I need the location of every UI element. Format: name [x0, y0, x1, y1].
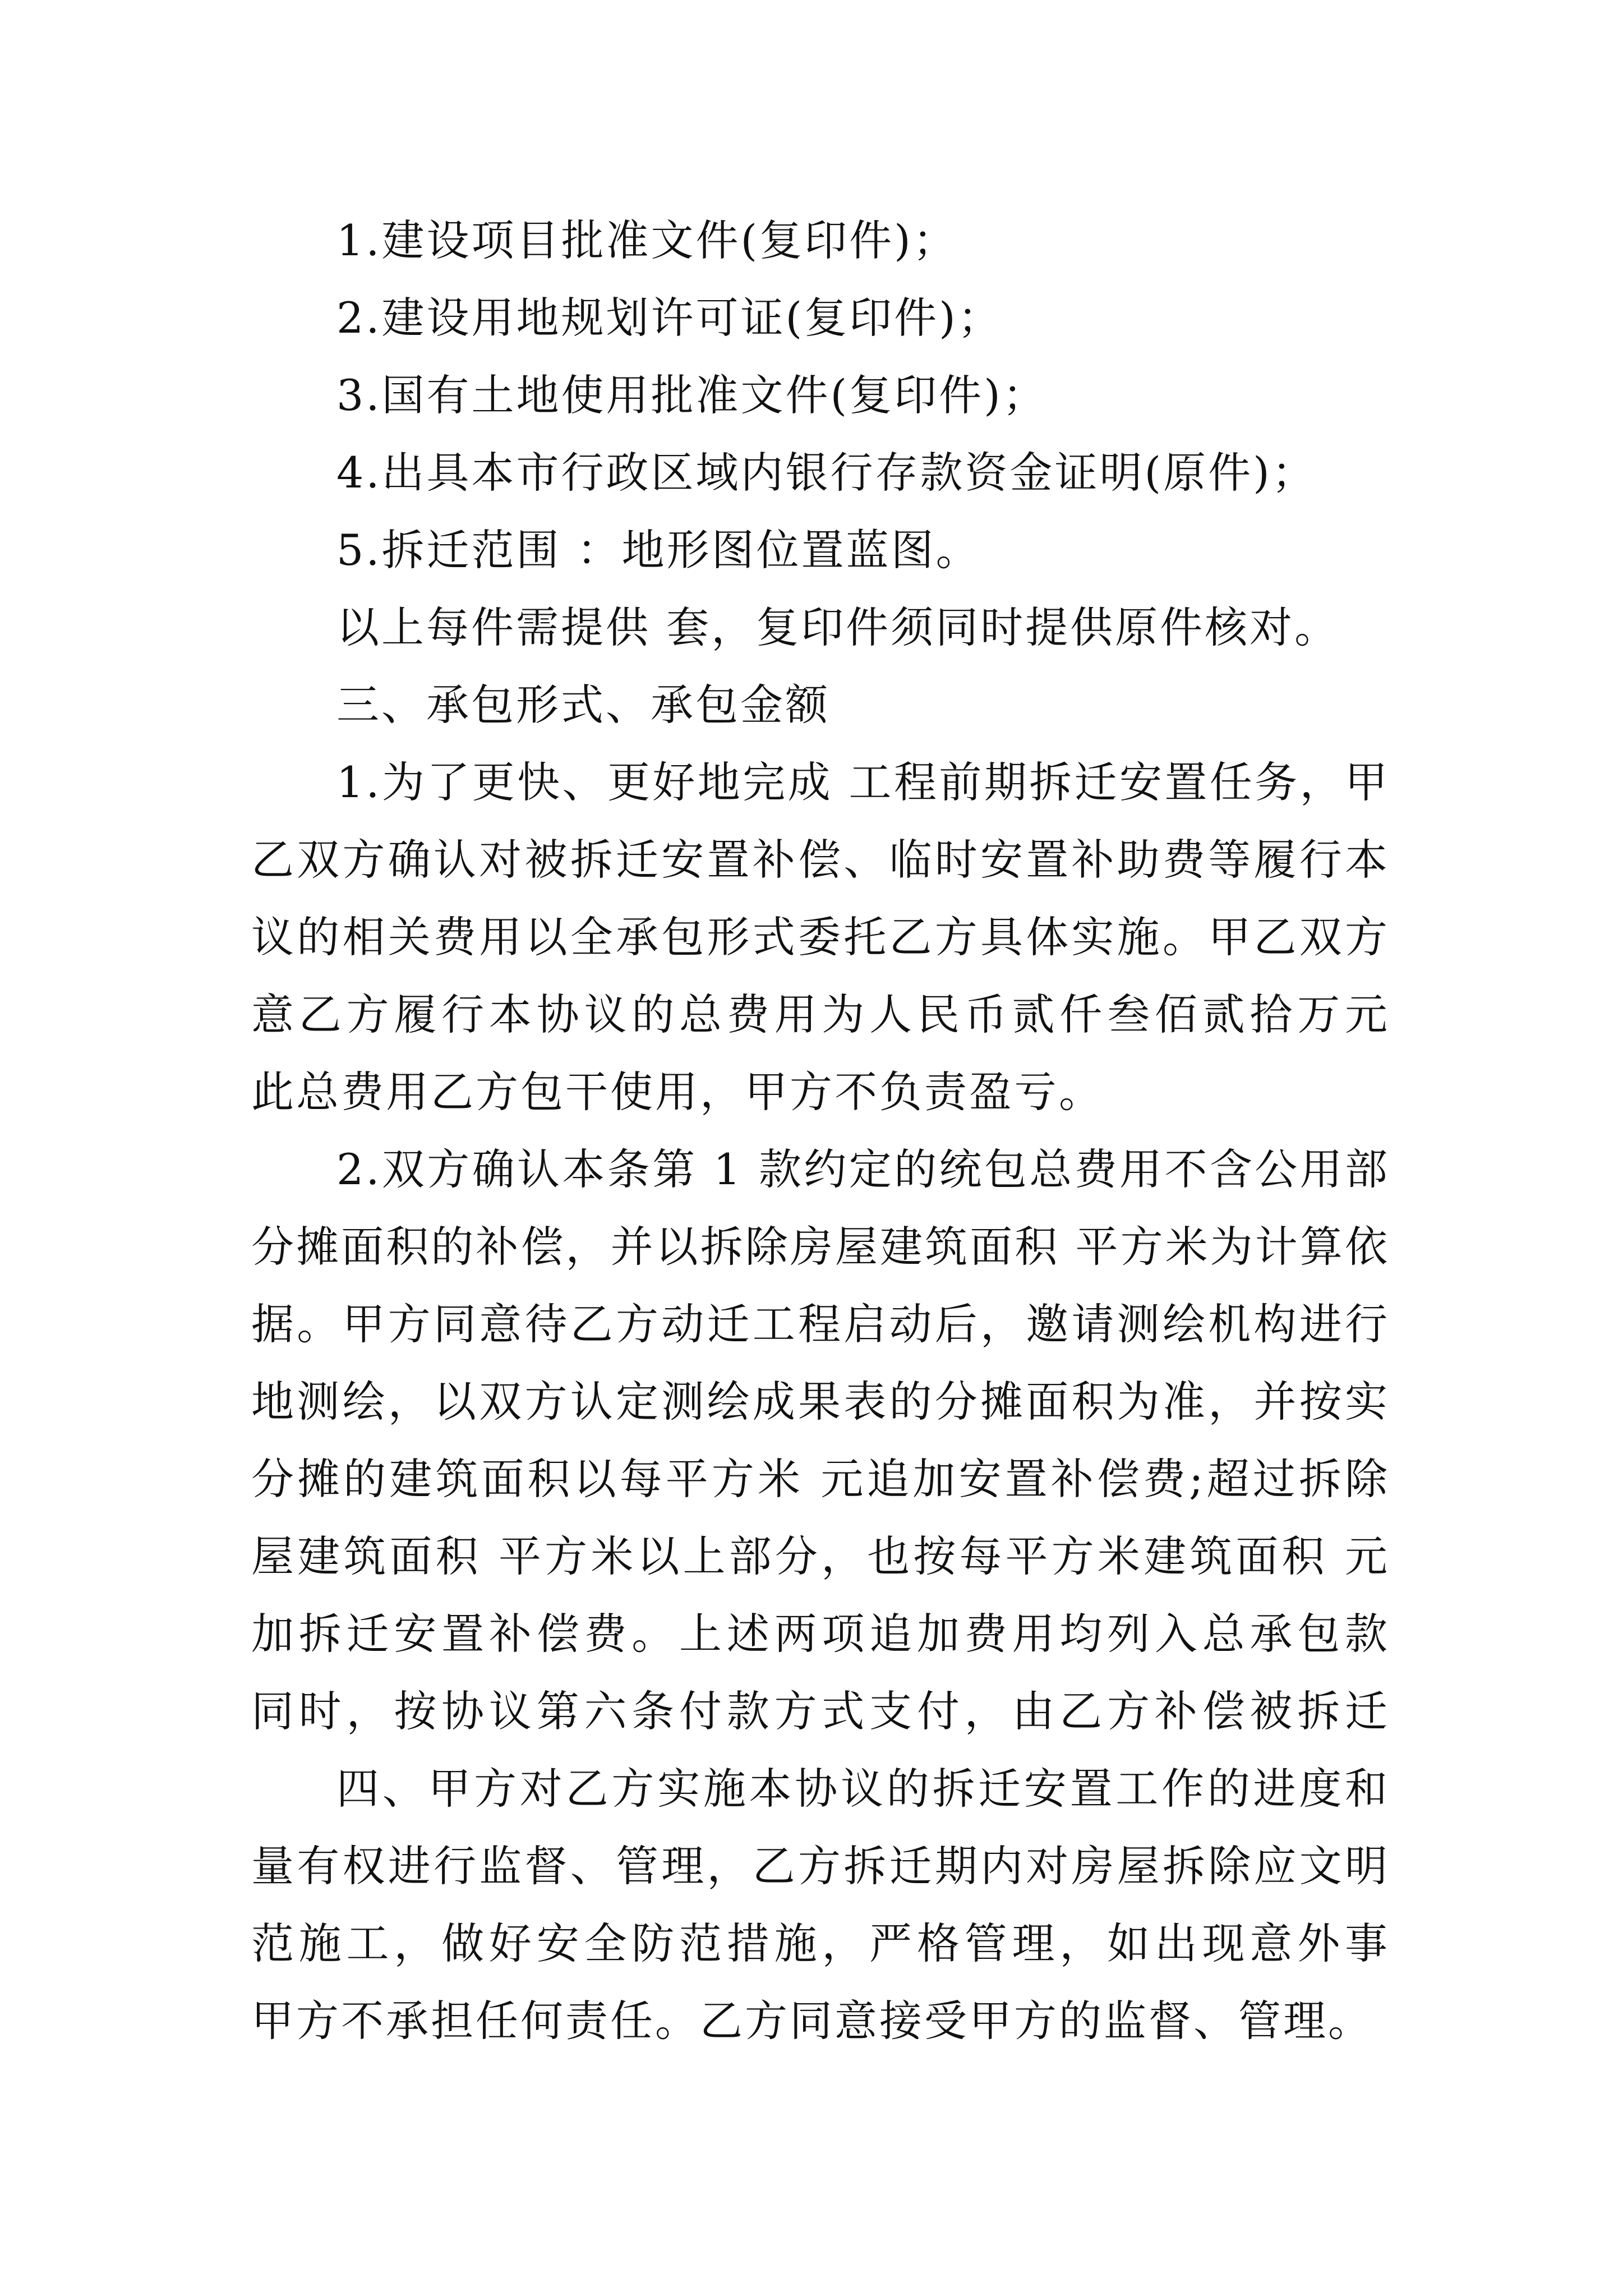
text-line: 4.出具本市行政区域内银行存款资金证明(原件)； [336, 448, 1317, 498]
text-line: 量有权进行监督、管理，乙方拆迁期内对房屋拆除应文明 [251, 1841, 1390, 1891]
text-line: 意乙方履行本协议的总费用为人民币贰仟叁佰贰拾万元 [251, 990, 1390, 1039]
text-line: 以上每件需提供 套，复印件须同时提供原件核对。 [336, 602, 1340, 652]
text-line: 2.建设用地规划许可证(复印件)； [336, 293, 1003, 343]
text-line: 分摊的建筑面积以每平方米 元追加安置补偿费;超过拆除 [251, 1454, 1390, 1504]
text-line: 1.为了更快、更好地完成 工程前期拆迁安置任务，甲 [336, 757, 1390, 807]
text-line: 2.双方确认本条第 1 款约定的统包总费用不含公用部 [336, 1144, 1390, 1194]
text-line: 同时，按协议第六条付款方式支付，由乙方补偿被拆迁 [251, 1686, 1390, 1736]
text-line: 议的相关费用以全承包形式委托乙方具体实施。甲乙双方 [251, 912, 1390, 962]
text-line: 屋建筑面积 平方米以上部分，也按每平方米建筑面积 元 [251, 1531, 1390, 1581]
text-line: 据。甲方同意待乙方动迁工程启动后，邀请测绘机构进行 [251, 1299, 1390, 1349]
text-line: 分摊面积的补偿，并以拆除房屋建筑面积 平方米为计算依 [251, 1222, 1390, 1272]
document-body [251, 202, 1390, 2060]
section-heading: 三、承包形式、承包金额 [336, 680, 830, 730]
text-line: 加拆迁安置补偿费。上述两项追加费用均列入总承包款 [251, 1609, 1390, 1659]
text-line: 5.拆迁范围 ：地形图位置蓝图。 [336, 525, 981, 575]
text-line: 四、甲方对乙方实施本协议的拆迁安置工作的进度和 [336, 1764, 1390, 1814]
text-line: 范施工，做好安全防范措施，严格管理，如出现意外事 [251, 1918, 1390, 1968]
text-line: 1.建设项目批准文件(复印件)； [336, 215, 958, 265]
text-line: 乙双方确认对被拆迁安置补偿、临时安置补助费等履行本 [251, 835, 1390, 885]
text-line: 甲方不承担任何责任。乙方同意接受甲方的监督、管理。 [251, 1996, 1373, 2046]
text-line: 地测绘，以双方认定测绘成果表的分摊面积为准，并按实 [251, 1377, 1390, 1427]
text-line: 此总费用乙方包干使用，甲方不负责盈亏。 [251, 1067, 1104, 1117]
text-line: 3.国有土地使用批准文件(复印件)； [336, 370, 1048, 420]
